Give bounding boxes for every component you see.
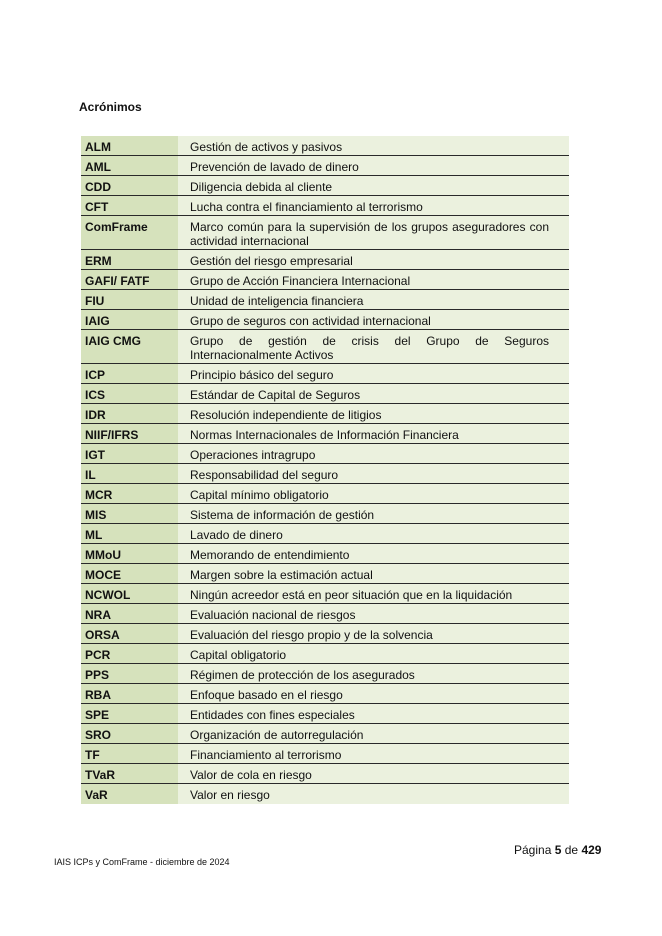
table-row xyxy=(81,584,569,604)
table-row xyxy=(81,196,569,216)
table-row xyxy=(81,404,569,424)
definition-cell: Entidades con fines especiales xyxy=(178,704,569,723)
table-row xyxy=(81,724,569,744)
acronym-cell: NIIF/IFRS xyxy=(81,424,178,443)
table-row xyxy=(81,290,569,310)
definition-cell: Unidad de inteligencia financiera xyxy=(178,290,569,309)
table-row xyxy=(81,744,569,764)
of-word: de xyxy=(564,843,579,857)
acronym-cell: SRO xyxy=(81,724,178,743)
acronym-cell: SPE xyxy=(81,704,178,723)
definition-cell: Sistema de información de gestión xyxy=(178,504,569,523)
acronym-cell: IAIG xyxy=(81,310,178,329)
acronym-cell: ComFrame xyxy=(81,216,178,249)
definition-cell: Memorando de entendimiento xyxy=(178,544,569,563)
definition-cell: Marco común para la supervisión de los grupos aseguradores con actividad internacional xyxy=(178,216,569,249)
acronym-cell: MIS xyxy=(81,504,178,523)
table-row xyxy=(81,664,569,684)
acronym-cell: RBA xyxy=(81,684,178,703)
definition-cell: Grupo de gestión de crisis del Grupo de Seguros Internacionalmente Activos xyxy=(178,330,569,363)
definition-cell: Capital obligatorio xyxy=(178,644,569,663)
acronym-cell: CDD xyxy=(81,176,178,195)
definition-cell: Resolución independiente de litigios xyxy=(178,404,569,423)
table-row xyxy=(81,176,569,196)
table-row xyxy=(81,216,569,250)
definition-cell: Régimen de protección de los asegurados xyxy=(178,664,569,683)
current-page: 5 xyxy=(554,843,562,857)
definition-cell: Gestión de activos y pasivos xyxy=(178,136,569,155)
table-row xyxy=(81,444,569,464)
table-row xyxy=(81,156,569,176)
acronym-cell: AML xyxy=(81,156,178,175)
definition-cell: Lavado de dinero xyxy=(178,524,569,543)
definition-cell: Enfoque basado en el riesgo xyxy=(178,684,569,703)
acronym-cell: ORSA xyxy=(81,624,178,643)
definition-cell: Grupo de seguros con actividad internacional xyxy=(178,310,569,329)
acronym-cell: IGT xyxy=(81,444,178,463)
acronym-cell: ERM xyxy=(81,250,178,269)
definition-cell: Operaciones intragrupo xyxy=(178,444,569,463)
definition-cell: Responsabilidad del seguro xyxy=(178,464,569,483)
table-row xyxy=(81,310,569,330)
table-row xyxy=(81,764,569,784)
definition-cell: Ningún acreedor está en peor situación que en la liquidación xyxy=(178,584,569,603)
table-row xyxy=(81,424,569,444)
acronym-cell: NRA xyxy=(81,604,178,623)
table-row xyxy=(81,544,569,564)
table-row xyxy=(81,504,569,524)
definition-cell: Valor en riesgo xyxy=(178,784,569,804)
definition-cell: Lucha contra el financiamiento al terrorismo xyxy=(178,196,569,215)
definition-cell: Organización de autorregulación xyxy=(178,724,569,743)
acronym-cell: IDR xyxy=(81,404,178,423)
definition-cell: Estándar de Capital de Seguros xyxy=(178,384,569,403)
table-row xyxy=(81,464,569,484)
page-number xyxy=(514,843,601,857)
definition-cell: Normas Internacionales de Información Financiera xyxy=(178,424,569,443)
table-row xyxy=(81,364,569,384)
acronym-cell: VaR xyxy=(81,784,178,804)
acronym-cell: FIU xyxy=(81,290,178,309)
acronym-cell: IAIG CMG xyxy=(81,330,178,363)
table-row xyxy=(81,604,569,624)
page-word: Página xyxy=(514,843,552,857)
footer-document-title: IAIS ICPs y ComFrame - diciembre de 2024 xyxy=(54,857,230,867)
definition-cell: Diligencia debida al cliente xyxy=(178,176,569,195)
page-heading: Acrónimos xyxy=(79,100,142,114)
acronym-cell: ALM xyxy=(81,136,178,155)
table-row xyxy=(81,644,569,664)
acronym-cell: TF xyxy=(81,744,178,763)
table-row xyxy=(81,484,569,504)
acronym-cell: MOCE xyxy=(81,564,178,583)
acronym-cell: IL xyxy=(81,464,178,483)
definition-cell: Prevención de lavado de dinero xyxy=(178,156,569,175)
table-row xyxy=(81,564,569,584)
acronym-cell: CFT xyxy=(81,196,178,215)
acronym-cell: ML xyxy=(81,524,178,543)
acronym-table xyxy=(81,136,569,804)
table-row xyxy=(81,270,569,290)
definition-cell: Valor de cola en riesgo xyxy=(178,764,569,783)
total-pages: 429 xyxy=(581,843,602,857)
definition-cell: Principio básico del seguro xyxy=(178,364,569,383)
acronym-cell: ICP xyxy=(81,364,178,383)
table-row xyxy=(81,684,569,704)
table-row xyxy=(81,384,569,404)
acronym-cell: TVaR xyxy=(81,764,178,783)
definition-cell: Gestión del riesgo empresarial xyxy=(178,250,569,269)
acronym-cell: PPS xyxy=(81,664,178,683)
definition-cell: Evaluación nacional de riesgos xyxy=(178,604,569,623)
table-row xyxy=(81,330,569,364)
table-row xyxy=(81,524,569,544)
table-row xyxy=(81,704,569,724)
definition-cell: Capital mínimo obligatorio xyxy=(178,484,569,503)
definition-cell: Grupo de Acción Financiera Internacional xyxy=(178,270,569,289)
definition-cell: Financiamiento al terrorismo xyxy=(178,744,569,763)
table-row xyxy=(81,784,569,804)
definition-cell: Evaluación del riesgo propio y de la solvencia xyxy=(178,624,569,643)
table-row xyxy=(81,250,569,270)
acronym-cell: NCWOL xyxy=(81,584,178,603)
acronym-cell: GAFI/ FATF xyxy=(81,270,178,289)
acronym-cell: PCR xyxy=(81,644,178,663)
acronym-cell: MMoU xyxy=(81,544,178,563)
table-row xyxy=(81,136,569,156)
acronym-cell: MCR xyxy=(81,484,178,503)
table-row xyxy=(81,624,569,644)
acronym-cell: ICS xyxy=(81,384,178,403)
definition-cell: Margen sobre la estimación actual xyxy=(178,564,569,583)
